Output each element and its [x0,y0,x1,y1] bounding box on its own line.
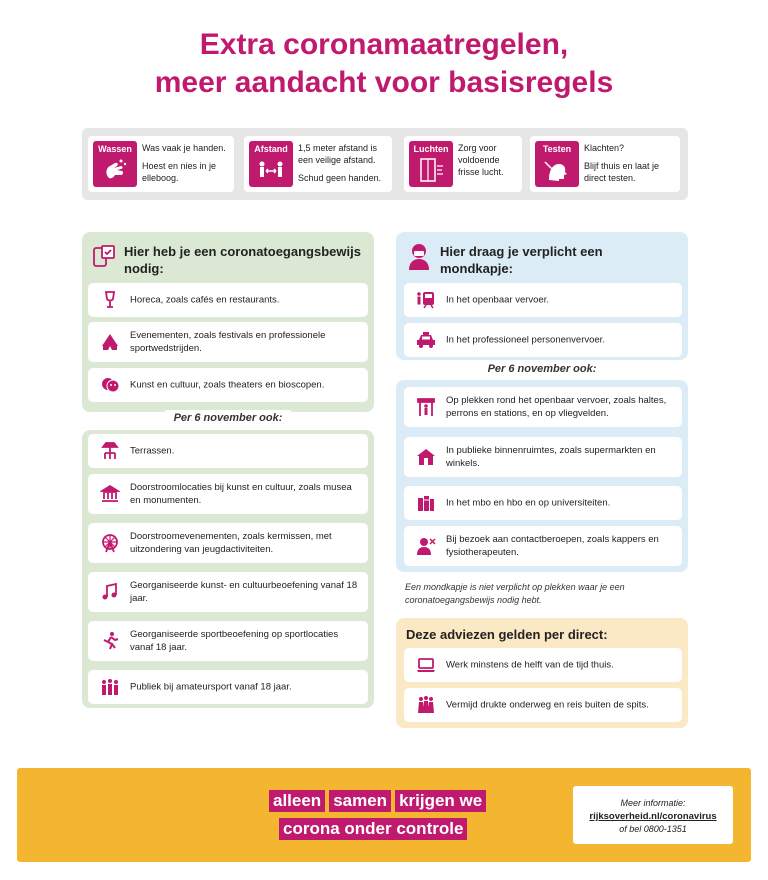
footer-banner [17,768,751,862]
basic-rule-afstand [244,136,392,192]
page-title-line-1: Extra coronamaatregelen, [199,28,569,61]
books-icon [416,493,436,513]
list-item-text: Kunst en cultuur, zoals theaters en bioscopen. [130,379,325,391]
more-info-phone: of bel 0800-1351 [619,824,687,834]
list-item [404,486,682,520]
list-item [88,670,368,704]
list-item-text: In publieke binnenruimtes, zoals supermarkten en winkels. [446,445,656,469]
basic-rule-tag: Wassen [93,141,137,187]
ferris-wheel-icon [100,533,120,553]
list-item-text: Op plekken rond het openbaar vervoer, zoals haltes, perrons en stations, en op vliegvelden. [446,395,667,419]
advice-heading: Deze adviezen gelden per direct: [406,627,608,642]
hand-wash-icon [101,156,129,184]
slogan-word: alleen [269,790,325,812]
hairdresser-icon [416,536,436,556]
list-item-text: Doorstroomlocaties bij kunst en cultuur, zoals musea en monumenten. [130,482,352,506]
list-item-text: Werk minstens de helft van de tijd thuis. [446,659,614,671]
list-item-text: Georganiseerde kunst- en cultuurbeoefening vanaf 18 jaar. [130,580,358,604]
list-item-text: Vermijd drukte onderweg en reis buiten de spits. [446,699,649,711]
test-icon [543,156,571,184]
terrace-icon [100,441,120,461]
access-pass-panel-extended [82,430,374,708]
list-item [88,368,368,402]
list-item-text: Publiek bij amateursport vanaf 18 jaar. [130,681,292,693]
list-item-text: In het mbo en hbo en op universiteiten. [446,497,611,509]
basic-rule-text: Klachten? [584,143,625,153]
list-item [88,283,368,317]
basic-rule-tag: Luchten [409,141,453,187]
list-item [404,648,682,682]
basic-rule-text: Hoest en nies in je elleboog. [142,161,217,183]
basic-rules-strip [82,128,688,200]
list-item [88,474,368,514]
face-mask-note: Een mondkapje is niet verplicht op plekken waar je een coronatoegangsbewijs nodig hebt. [405,582,625,605]
slogan-word: krijgen we [395,790,486,812]
basic-rule-text: Schud geen handen. [298,173,382,183]
slogan-word: samen [329,790,391,812]
building-icon [416,447,436,467]
more-info-box [573,786,733,844]
list-item-text: Georganiseerde sportbeoefening op sportlocaties vanaf 18 jaar. [130,629,339,653]
list-item [404,283,682,317]
face-mask-subheading: Per 6 november ook: [396,361,688,377]
list-item [404,437,682,477]
list-item-text: Evenementen, zoals festivals en professionele sportwedstrijden. [130,330,326,354]
list-item [88,434,368,468]
bus-stop-icon [416,397,436,417]
list-item [88,523,368,563]
list-item [88,572,368,612]
list-item [404,387,682,427]
theater-masks-icon [100,375,120,395]
window-icon [417,156,445,184]
list-item [88,621,368,661]
list-item-text: Horeca, zoals cafés en restaurants. [130,294,280,306]
list-item-text: Bij bezoek aan contactberoepen, zoals kappers en fysiotherapeuten. [446,534,659,558]
museum-icon [100,484,120,504]
laptop-icon [416,655,436,675]
train-icon [416,290,436,310]
basic-rule-tag: Testen [535,141,579,187]
basic-rule-testen [530,136,680,192]
list-item-text: Terrassen. [130,445,175,457]
basic-rule-text: Was vaak je handen. [142,143,226,153]
list-item [88,322,368,362]
basic-rule-text: Blijf thuis en laat je direct testen. [584,161,660,183]
slogan-line-1 [269,790,490,812]
face-mask-person-icon [406,242,432,272]
crowd-icon [100,677,120,697]
more-info-link[interactable]: rijksoverheid.nl/coronavirus [589,811,717,822]
basic-rule-tag: Afstand [249,141,293,187]
list-item-text: Doorstroomevenementen, zoals kermissen, met uitzondering van jeugdactiviteiten. [130,531,332,555]
runner-icon [100,631,120,651]
basic-rule-luchten [404,136,522,192]
people-icon [416,695,436,715]
list-item-text: In het professioneel personenvervoer. [446,334,605,346]
access-pass-heading: Hier heb je een coronatoegangsbewijs nodig: [124,244,361,276]
basic-rule-wassen [88,136,234,192]
basic-rule-text: Zorg voor voldoende frisse lucht. [458,143,504,177]
wine-glass-icon [100,290,120,310]
slogan-line-2: corona onder controle [279,818,471,840]
face-mask-heading: Hier draag je verplicht een mondkapje: [440,244,603,276]
circus-tent-icon [100,332,120,352]
music-note-icon [100,582,120,602]
list-item-text: In het openbaar vervoer. [446,294,549,306]
phone-qr-icon [92,244,116,268]
list-item [404,323,682,357]
basic-rule-text: 1,5 meter afstand is een veilige afstand. [298,143,378,165]
distance-icon [257,156,285,184]
taxi-icon [416,330,436,350]
more-info-label: Meer informatie: [620,798,686,808]
access-pass-subheading: Per 6 november ook: [82,410,374,426]
list-item [404,526,682,566]
list-item [404,688,682,722]
page-title-line-2: meer aandacht voor basisregels [154,66,614,99]
